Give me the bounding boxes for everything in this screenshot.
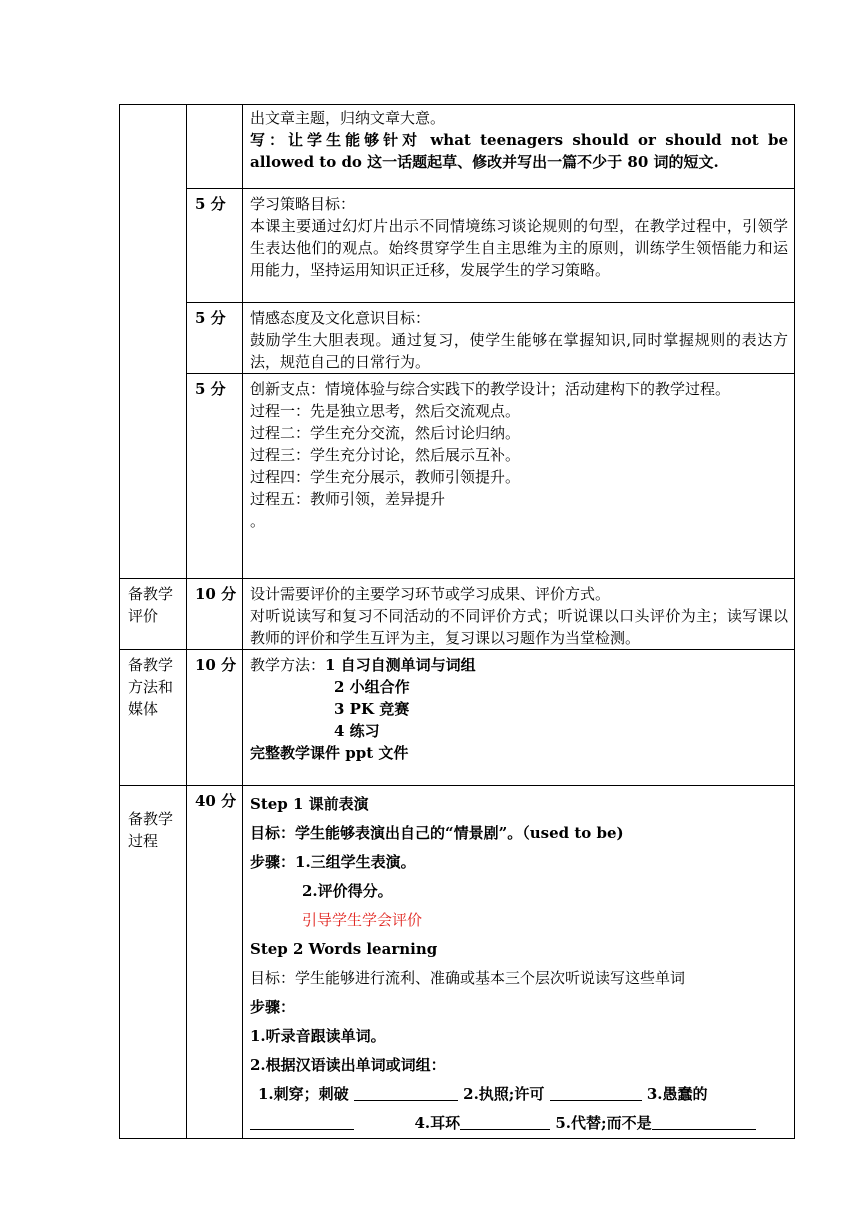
answer-blank[interactable] bbox=[652, 1113, 756, 1130]
time-cell bbox=[187, 374, 243, 579]
step-goal: 目标：学生能够表演出自己的“情景剧”。（used to be) bbox=[250, 824, 624, 842]
table-row bbox=[120, 303, 795, 374]
method-prefix: 教学方法： bbox=[250, 656, 326, 674]
time-cell bbox=[187, 105, 243, 189]
time-cell bbox=[187, 579, 243, 650]
method-item: 4 练习 bbox=[334, 722, 380, 740]
content-cell bbox=[243, 105, 795, 189]
content-cell bbox=[243, 579, 795, 650]
time-value: 5 分 bbox=[195, 309, 226, 327]
text-line: 。 bbox=[250, 512, 266, 530]
content-cell bbox=[243, 786, 795, 1139]
section-body: 本课主要通过幻灯片出示不同情境练习谈论规则的句型，在教学过程中，引领学生表达他们的观点。始终贯穿学生自主思维为主的原则，训练学生领悟能力和运用能力，坚持运用知识正迁移，发展学生的学习策略。 bbox=[250, 217, 788, 279]
label-cell bbox=[120, 786, 187, 1139]
answer-blank[interactable] bbox=[550, 1084, 642, 1101]
table-row bbox=[120, 786, 795, 1139]
label-cell bbox=[120, 650, 187, 786]
label-cell bbox=[120, 579, 187, 650]
table-row bbox=[120, 650, 795, 786]
time-cell bbox=[187, 786, 243, 1139]
text-line: 过程四：学生充分展示，教师引领提升。 bbox=[250, 468, 521, 486]
content-cell bbox=[243, 650, 795, 786]
text-line: 过程一：先是独立思考，然后交流观点。 bbox=[250, 402, 521, 420]
content-cell bbox=[243, 189, 795, 303]
text-line: 过程五：教师引领，差异提升 bbox=[250, 490, 446, 508]
step-title: Step 1 课前表演 bbox=[250, 795, 369, 813]
answer-blank[interactable] bbox=[460, 1113, 550, 1130]
courseware-line: 完整教学课件 ppt 文件 bbox=[250, 744, 409, 762]
step-title: Step 2 Words learning bbox=[250, 940, 438, 958]
vocab-item: 2.执照;许可 bbox=[463, 1085, 545, 1103]
content-cell bbox=[243, 303, 795, 374]
row-label: 备教学评价 bbox=[128, 585, 174, 625]
vocab-item: 5.代替;而不是 bbox=[555, 1114, 652, 1132]
vocab-item: 4.耳环 bbox=[414, 1114, 461, 1132]
step-item: 2.评价得分。 bbox=[302, 882, 393, 900]
answer-blank[interactable] bbox=[354, 1084, 458, 1101]
time-value: 10 分 bbox=[195, 585, 237, 603]
text-line: 对听说读写和复习不同活动的不同评价方式；听说课以口头评价为主；读写课以教师的评价和学生互评为主，复习课以习题作为当堂检测。 bbox=[250, 607, 788, 647]
section-title: 情感态度及文化意识目标： bbox=[250, 309, 431, 327]
red-note: 引导学生学会评价 bbox=[302, 911, 423, 929]
method-item: 1 自习自测单词与词组 bbox=[325, 656, 476, 674]
table-row bbox=[120, 105, 795, 189]
vocab-item: 3.愚蠢的 bbox=[646, 1085, 708, 1103]
row-label: 备教学过程 bbox=[128, 810, 174, 850]
text-line: 过程二：学生充分交流，然后讨论归纳。 bbox=[250, 424, 521, 442]
content-cell bbox=[243, 374, 795, 579]
steps-label: 步骤： bbox=[250, 998, 296, 1016]
time-value: 5 分 bbox=[195, 195, 226, 213]
time-value: 5 分 bbox=[195, 380, 226, 398]
vocab-item: 1.刺穿；刺破 bbox=[258, 1085, 349, 1103]
section-body: 鼓励学生大胆表现。通过复习，使学生能够在掌握知识,同时掌握规则的表达方法，规范自己的日常行为。 bbox=[250, 331, 788, 371]
step-item: 2.根据汉语读出单词或词组： bbox=[250, 1056, 446, 1074]
step-item-text: 1.三组学生表演。 bbox=[295, 853, 416, 871]
time-value: 40 分 bbox=[195, 792, 237, 810]
text-line: 过程三：学生充分讨论，然后展示互补。 bbox=[250, 446, 521, 464]
text-line: 设计需要评价的主要学习环节或学习成果、评价方式。 bbox=[250, 585, 611, 603]
time-value: 10 分 bbox=[195, 656, 237, 674]
step-item: 1.听录音跟读单词。 bbox=[250, 1027, 386, 1045]
text-line: 写：让学生能够针对 what teenagers should or should not be allowed to do 这一话题起草、修改并写出一篇不少于 80 词的短文. bbox=[250, 131, 788, 171]
time-cell bbox=[187, 650, 243, 786]
steps-label: 步骤： bbox=[250, 853, 296, 871]
method-item: 2 小组合作 bbox=[334, 678, 410, 696]
step-goal: 目标：学生能够进行流利、准确或基本三个层次听说读写这些单词 bbox=[250, 969, 686, 987]
method-item: 3 PK 竞赛 bbox=[334, 700, 410, 718]
text-line: 出文章主题，归纳文章大意。 bbox=[250, 109, 446, 127]
time-cell bbox=[187, 189, 243, 303]
answer-blank[interactable] bbox=[250, 1113, 354, 1130]
row-label: 备教学方法和媒体 bbox=[128, 656, 174, 718]
label-cell bbox=[120, 105, 187, 579]
lesson-plan-table bbox=[119, 104, 795, 1139]
table-row bbox=[120, 374, 795, 579]
step-item bbox=[250, 848, 788, 877]
section-title: 学习策略目标： bbox=[250, 195, 356, 213]
table-row bbox=[120, 579, 795, 650]
vocab-line bbox=[250, 1080, 788, 1109]
vocab-line bbox=[250, 1109, 788, 1138]
time-cell bbox=[187, 303, 243, 374]
text-line: 创新支点：情境体验与综合实践下的教学设计；活动建构下的教学过程。 bbox=[250, 380, 731, 398]
method-line bbox=[250, 654, 788, 676]
table-row bbox=[120, 189, 795, 303]
